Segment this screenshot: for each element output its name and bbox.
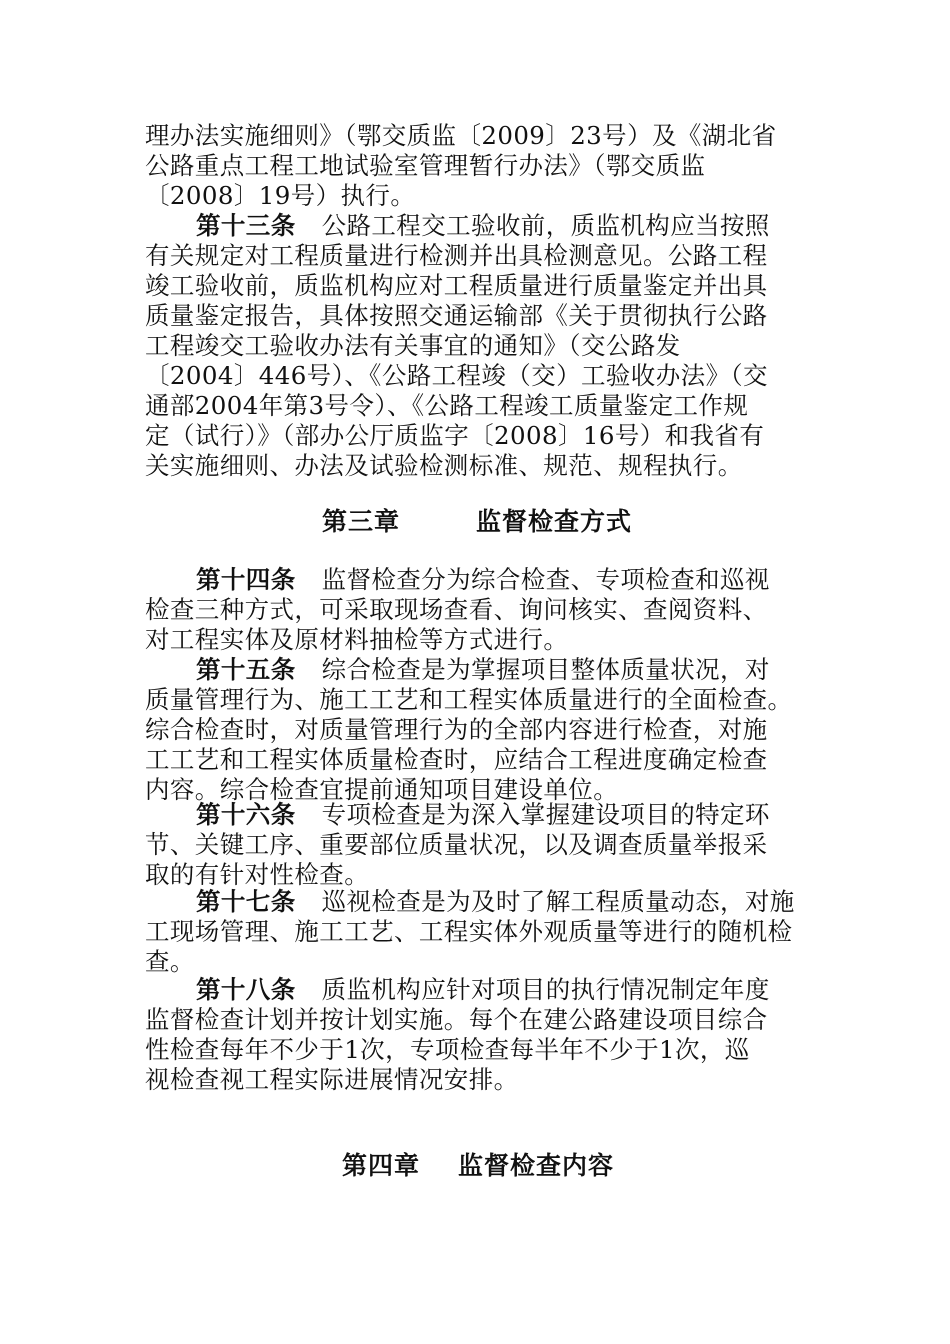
article-15-label: 第十五条 xyxy=(196,655,296,684)
paragraph-line: 定（试行）》（部办公厅质监字〔2008〕16号）和我省有 xyxy=(145,421,765,450)
paragraph-line: 通部2004年第3号令）、《公路工程竣工质量鉴定工作规 xyxy=(145,391,749,420)
paragraph-line: 视检查视工程实际进展情况安排。 xyxy=(145,1065,519,1094)
paragraph-line: 取的有针对性检查。 xyxy=(145,860,370,889)
article-16-text: 专项检查是为深入掌握建设项目的特定环 xyxy=(321,800,770,829)
article-16-label: 第十六条 xyxy=(196,800,296,829)
paragraph-line: 竣工验收前，质监机构应对工程质量进行质量鉴定并出具 xyxy=(145,271,768,300)
article-17-text: 巡视检查是为及时了解工程质量动态，对施 xyxy=(321,887,795,916)
article-17-first-line xyxy=(196,887,795,917)
paragraph-line: 工程竣交工验收办法有关事宜的通知》（交公路发 xyxy=(145,331,681,360)
paragraph-line: 工现场管理、施工工艺、工程实体外观质量等进行的随机检 xyxy=(145,917,793,946)
article-13-text: 公路工程交工验收前，质监机构应当按照 xyxy=(321,211,770,240)
paragraph-line: 性检查每年不少于1次，专项检查每半年不少于1次，巡 xyxy=(145,1035,750,1064)
paragraph-line: 〔2004〕446号）、《公路工程竣（交）工验收办法》（交 xyxy=(145,361,768,390)
article-18-label: 第十八条 xyxy=(196,975,296,1004)
article-18-text: 质监机构应针对项目的执行情况制定年度 xyxy=(321,975,770,1004)
chapter-4-number: 第四章 xyxy=(342,1151,421,1180)
paragraph-line: 质量管理行为、施工工艺和工程实体质量进行的全面检查。 xyxy=(145,685,793,714)
paragraph-line: 理办法实施细则》（鄂交质监〔2009〕23号）及《湖北省 xyxy=(145,121,777,150)
article-14-first-line xyxy=(196,565,770,595)
paragraph-line: 节、关键工序、重要部位质量状况，以及调查质量举报采 xyxy=(145,830,768,859)
article-16-first-line xyxy=(196,800,770,830)
article-13-label: 第十三条 xyxy=(196,211,296,240)
paragraph-line: 〔2008〕19号）执行。 xyxy=(145,181,416,210)
paragraph-line: 内容。综合检查宜提前通知项目建设单位。 xyxy=(145,775,619,804)
chapter-3-title: 监督检查方式 xyxy=(476,507,633,536)
article-15-first-line xyxy=(196,655,770,685)
article-17-label: 第十七条 xyxy=(196,887,296,916)
article-18-first-line xyxy=(196,975,770,1005)
paragraph-line: 监督检查计划并按计划实施。每个在建公路建设项目综合 xyxy=(145,1005,768,1034)
paragraph-line: 检查三种方式，可采取现场查看、询问核实、查阅资料、 xyxy=(145,595,768,624)
chapter-4-title: 监督检查内容 xyxy=(458,1151,615,1180)
chapter-3-number: 第三章 xyxy=(322,507,401,536)
article-13-first-line xyxy=(196,211,770,241)
paragraph-line: 对工程实体及原材料抽检等方式进行。 xyxy=(145,625,569,654)
paragraph-line: 有关规定对工程质量进行检测并出具检测意见。公路工程 xyxy=(145,241,768,270)
paragraph-line: 查。 xyxy=(145,947,195,976)
paragraph-line: 综合检查时，对质量管理行为的全部内容进行检查，对施 xyxy=(145,715,768,744)
paragraph-line: 公路重点工程工地试验室管理暂行办法》（鄂交质监 xyxy=(145,151,706,180)
article-14-text: 监督检查分为综合检查、专项检查和巡视 xyxy=(321,565,770,594)
paragraph-line: 关实施细则、办法及试验检测标准、规范、规程执行。 xyxy=(145,451,743,480)
article-15-text: 综合检查是为掌握项目整体质量状况，对 xyxy=(321,655,770,684)
paragraph-line: 质量鉴定报告，具体按照交通运输部《关于贯彻执行公路 xyxy=(145,301,768,330)
article-14-label: 第十四条 xyxy=(196,565,296,594)
paragraph-line: 工工艺和工程实体质量检查时，应结合工程进度确定检查 xyxy=(145,745,768,774)
